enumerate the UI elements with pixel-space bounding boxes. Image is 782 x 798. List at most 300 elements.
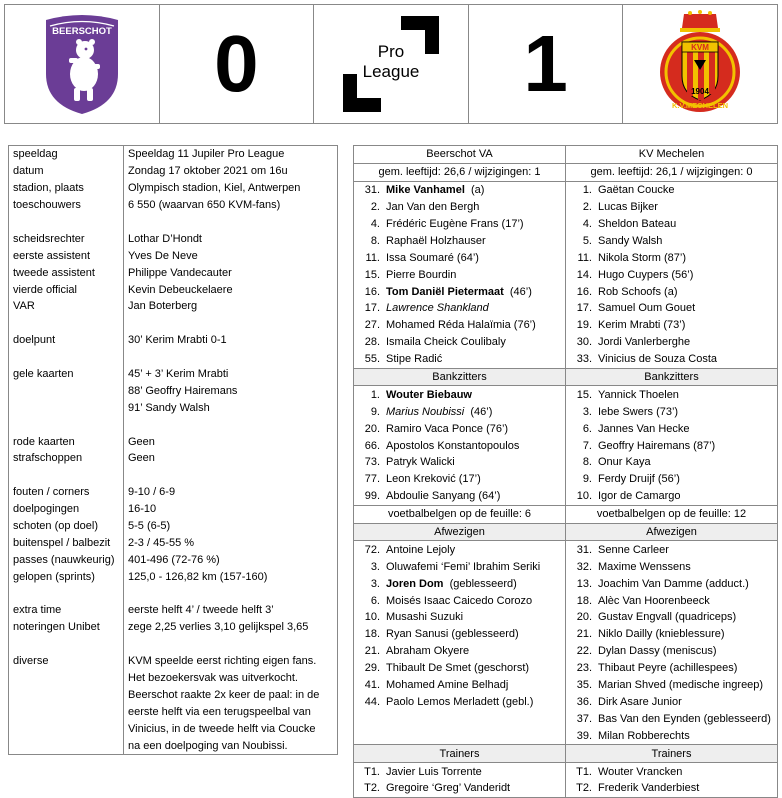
bench-header xyxy=(354,368,778,386)
info-row xyxy=(9,585,338,602)
foreign-balls-row xyxy=(354,505,778,523)
info-row xyxy=(9,433,338,450)
info-row xyxy=(9,619,338,636)
bench-row xyxy=(354,488,778,505)
shirt-number: 44. xyxy=(364,695,380,708)
player-name: Oluwafemi ‘Femi’ Ibrahim Seriki xyxy=(386,560,541,573)
shirt-number: 18. xyxy=(364,628,380,641)
player-name: Raphaël Holzhauser xyxy=(386,234,486,247)
shirt-number: 99. xyxy=(364,490,380,503)
info-row xyxy=(9,636,338,653)
player-note: (46’) xyxy=(503,285,532,298)
shirt-number: 32. xyxy=(576,560,592,573)
away-player xyxy=(566,403,778,420)
home-player xyxy=(354,181,566,198)
info-value: eerste helft 4’ / tweede helft 3’ xyxy=(128,604,274,617)
shirt-number: 20. xyxy=(576,611,592,624)
away-logo-top: KVM xyxy=(691,43,710,52)
info-label xyxy=(9,737,124,754)
player-name: Wouter Biebauw xyxy=(386,388,472,401)
player-name: Dirk Asare Junior xyxy=(598,695,682,708)
player-name: Ismaila Cheick Coulibaly xyxy=(386,336,506,349)
info-row xyxy=(9,703,338,720)
info-label: stadion, plaats xyxy=(9,180,124,197)
shirt-number: 6. xyxy=(582,422,592,435)
player-name: Milan Robberechts xyxy=(598,729,690,742)
info-label: gelopen (sprints) xyxy=(9,568,124,585)
player-name: Senne Carleer xyxy=(598,543,669,556)
player-name: Geoffry Hairemans (87’) xyxy=(598,439,716,452)
match-info-table xyxy=(8,145,338,755)
info-value: 401-496 (72-76 %) xyxy=(128,553,220,566)
lineups-table xyxy=(353,145,778,798)
player-name: Ryan Sanusi (geblesseerd) xyxy=(386,628,519,641)
info-label xyxy=(9,703,124,720)
shirt-number: 3. xyxy=(370,577,380,590)
info-value: na een doelpoging van Noubissi. xyxy=(128,739,288,752)
shirt-number: T1. xyxy=(576,765,592,778)
info-value xyxy=(124,315,338,332)
player-note: (a) xyxy=(464,184,485,197)
info-value: 30’ Kerim Mrabti 0-1 xyxy=(128,334,227,347)
info-row xyxy=(9,653,338,670)
shirt-number: 30. xyxy=(576,336,592,349)
player-note: (geblesseerd) xyxy=(443,577,517,590)
player-name: Marian Shved (medische ingreep) xyxy=(598,679,764,692)
shirt-number: 8. xyxy=(582,456,592,469)
shirt-number: 20. xyxy=(364,422,380,435)
shirt-number: 35. xyxy=(576,679,592,692)
away-player xyxy=(566,763,778,780)
player-name: Niklo Dailly (knieblessure) xyxy=(598,628,725,641)
info-value: 16-10 xyxy=(128,503,157,516)
player-name: Jannes Van Hecke xyxy=(598,422,690,435)
shirt-number: 15. xyxy=(576,388,592,401)
info-row xyxy=(9,501,338,518)
home-balls: voetbalbelgen op de feuille: 6 xyxy=(354,505,566,523)
away-team-name: KV Mechelen xyxy=(566,146,778,164)
away-player xyxy=(566,334,778,351)
info-row xyxy=(9,602,338,619)
shirt-number: 11. xyxy=(577,251,592,264)
absent-row xyxy=(354,694,778,711)
shirt-number: 15. xyxy=(364,268,380,281)
player-name: Frederik Vanderbiest xyxy=(598,782,700,795)
info-label: strafschoppen xyxy=(9,450,124,467)
shirt-number: 4. xyxy=(582,218,592,230)
player-name: Jan Van den Bergh xyxy=(386,201,480,214)
player-name: Sandy Walsh xyxy=(598,234,663,247)
away-player xyxy=(566,660,778,677)
info-label xyxy=(9,585,124,602)
home-player xyxy=(354,727,566,744)
home-score: 0 xyxy=(214,19,259,108)
shirt-number: 2. xyxy=(370,201,380,214)
shirt-number: 17. xyxy=(364,302,380,315)
kv-mechelen-logo-icon xyxy=(654,10,746,118)
team-age-row xyxy=(354,163,778,181)
bench-label: Bankzitters xyxy=(566,368,778,386)
away-balls: voetbalbelgen op de feuille: 12 xyxy=(566,505,778,523)
away-player xyxy=(566,266,778,283)
info-row xyxy=(9,416,338,433)
home-player xyxy=(354,660,566,677)
shirt-number: 10. xyxy=(364,611,380,624)
shirt-number: 73. xyxy=(364,456,380,469)
absent-row xyxy=(354,558,778,575)
info-row xyxy=(9,332,338,349)
away-player xyxy=(566,199,778,216)
info-label: passes (nauwkeurig) xyxy=(9,551,124,568)
player-name: Mohamed Amine Belhadj xyxy=(386,679,509,692)
info-value xyxy=(124,214,338,231)
away-player xyxy=(566,592,778,609)
shirt-number: 8. xyxy=(370,234,380,247)
info-label: vierde official xyxy=(9,281,124,298)
info-label: doelpogingen xyxy=(9,501,124,518)
info-row xyxy=(9,197,338,214)
info-row xyxy=(9,366,338,383)
player-name: Lucas Bijker xyxy=(598,201,658,214)
shirt-number: T2. xyxy=(364,782,380,795)
away-player xyxy=(566,727,778,744)
player-name: Igor de Camargo xyxy=(598,490,681,503)
starters-row xyxy=(354,216,778,233)
info-row xyxy=(9,518,338,535)
shirt-number: T2. xyxy=(576,782,592,795)
shirt-number: 6. xyxy=(370,594,380,607)
absent-row xyxy=(354,643,778,660)
shirt-number: 7. xyxy=(582,439,592,452)
away-age-changes: gem. leeftijd: 26,1 / wijzigingen: 0 xyxy=(566,163,778,181)
away-player xyxy=(566,216,778,233)
away-player xyxy=(566,283,778,300)
crown-icon xyxy=(680,10,720,32)
info-row xyxy=(9,382,338,399)
away-player xyxy=(566,317,778,334)
info-label: rode kaarten xyxy=(9,433,124,450)
absent-row xyxy=(354,609,778,626)
home-player xyxy=(354,694,566,711)
info-label xyxy=(9,670,124,687)
info-label xyxy=(9,315,124,332)
away-player xyxy=(566,471,778,488)
home-player xyxy=(354,420,566,437)
player-name: Vinicius de Souza Costa xyxy=(598,353,718,366)
info-value: Lothar D’Hondt xyxy=(128,232,202,245)
player-name: Tom Daniël Pietermaat xyxy=(386,285,504,298)
player-name: Joren Dom xyxy=(386,577,444,590)
shirt-number: 37. xyxy=(576,712,592,725)
info-row xyxy=(9,230,338,247)
trainers-row xyxy=(354,763,778,780)
away-player xyxy=(566,575,778,592)
league-logo-cell xyxy=(314,5,469,123)
player-name: Javier Luis Torrente xyxy=(386,765,482,778)
info-row xyxy=(9,670,338,687)
player-name: Apostolos Konstantopoulos xyxy=(386,439,520,452)
away-player xyxy=(566,677,778,694)
info-value: 2-3 / 45-55 % xyxy=(128,536,195,549)
info-value: 125,0 - 126,82 km (157-160) xyxy=(128,570,268,583)
away-logo-year: 1904 xyxy=(691,87,710,96)
home-player xyxy=(354,643,566,660)
info-value: eerste helft via een terugspeelbal van xyxy=(128,705,311,718)
info-row xyxy=(9,146,338,163)
away-player xyxy=(566,181,778,198)
absent-row xyxy=(354,677,778,694)
absent-label: Afwezigen xyxy=(566,523,778,541)
player-name: Lawrence Shankland xyxy=(386,302,489,315)
home-player xyxy=(354,249,566,266)
info-row xyxy=(9,450,338,467)
absent-row xyxy=(354,660,778,677)
info-value: Speeldag 11 Jupiler Pro League xyxy=(128,148,285,161)
player-name: Thibaut Peyre (achillespees) xyxy=(598,662,738,675)
info-label: schoten (op doel) xyxy=(9,518,124,535)
shirt-number: 1. xyxy=(582,184,592,197)
away-player xyxy=(566,386,778,403)
info-value: Zondag 17 oktober 2021 om 16u xyxy=(128,165,288,178)
shirt-number: 23. xyxy=(576,662,592,675)
info-row xyxy=(9,281,338,298)
player-name: Iebe Swers (73’) xyxy=(598,405,679,418)
player-name: Marius Noubissi xyxy=(386,405,465,418)
player-name: Gregoire ‘Greg’ Vanderidt xyxy=(386,782,511,795)
shirt-number: 41. xyxy=(364,679,380,692)
player-name: Kerim Mrabti (73’) xyxy=(598,319,686,332)
info-value xyxy=(124,636,338,653)
away-player xyxy=(566,488,778,505)
absent-row xyxy=(354,592,778,609)
player-name: Mike Vanhamel xyxy=(386,184,465,197)
info-label: scheidsrechter xyxy=(9,230,124,247)
home-player xyxy=(354,575,566,592)
home-player xyxy=(354,283,566,300)
player-name: Alèc Van Hoorenbeeck xyxy=(598,594,710,607)
info-label: gele kaarten xyxy=(9,366,124,383)
player-name: Mohamed Réda Halaïmia (76’) xyxy=(386,319,536,332)
match-header xyxy=(4,4,778,124)
info-value: 88’ Geoffry Hairemans xyxy=(128,384,238,397)
player-name: Ferdy Druijf (56’) xyxy=(598,473,680,486)
info-label xyxy=(9,416,124,433)
league-logo-line2: League xyxy=(362,62,420,81)
absent-row xyxy=(354,575,778,592)
info-row xyxy=(9,264,338,281)
info-value: Olympisch stadion, Kiel, Antwerpen xyxy=(128,182,301,195)
info-value: Geen xyxy=(128,452,155,465)
home-player xyxy=(354,609,566,626)
shirt-number: 3. xyxy=(582,405,592,418)
shirt-number: 39. xyxy=(576,729,592,742)
info-label: doelpunt xyxy=(9,332,124,349)
info-label xyxy=(9,382,124,399)
shirt-number: 77. xyxy=(364,473,380,486)
info-value xyxy=(124,467,338,484)
bench-row xyxy=(354,403,778,420)
shirt-number: 29. xyxy=(364,662,380,675)
player-name: Sheldon Bateau xyxy=(598,218,677,230)
home-player xyxy=(354,541,566,558)
away-player xyxy=(566,643,778,660)
info-label: toeschouwers xyxy=(9,197,124,214)
home-player xyxy=(354,266,566,283)
starters-row xyxy=(354,266,778,283)
info-label: datum xyxy=(9,163,124,180)
shirt-number: 72. xyxy=(364,543,380,556)
home-player xyxy=(354,763,566,780)
info-value: 6 550 (waarvan 650 KVM-fans) xyxy=(128,199,281,212)
info-value: 5-5 (6-5) xyxy=(128,520,171,533)
home-player xyxy=(354,334,566,351)
home-player xyxy=(354,780,566,797)
home-player xyxy=(354,626,566,643)
home-player xyxy=(354,386,566,403)
team-names-row xyxy=(354,146,778,164)
trainers-label: Trainers xyxy=(566,745,778,763)
info-value: 45’ + 3’ Kerim Mrabti xyxy=(128,368,229,381)
info-value: Yves De Neve xyxy=(128,249,198,262)
info-label xyxy=(9,399,124,416)
home-player xyxy=(354,592,566,609)
info-value: Geen xyxy=(128,435,155,448)
player-note: (46’) xyxy=(464,405,493,418)
info-row xyxy=(9,247,338,264)
away-player xyxy=(566,249,778,266)
player-name: Patryk Walicki xyxy=(386,456,455,469)
info-value: Jan Boterberg xyxy=(128,300,198,313)
starters-row xyxy=(354,317,778,334)
away-score-cell xyxy=(469,5,624,123)
absent-row xyxy=(354,541,778,558)
shirt-number: 21. xyxy=(576,628,592,641)
info-row xyxy=(9,349,338,366)
bench-row xyxy=(354,386,778,403)
starters-row xyxy=(354,300,778,317)
player-name: Moisés Isaac Caicedo Corozo xyxy=(386,594,533,607)
home-age-changes: gem. leeftijd: 26,6 / wijzigingen: 1 xyxy=(354,163,566,181)
info-value: Het bezoekersvak was uitverkocht. xyxy=(128,672,298,685)
player-name: Hugo Cuypers (56’) xyxy=(598,268,694,281)
away-player xyxy=(566,694,778,711)
player-name: Thibault De Smet (geschorst) xyxy=(386,662,530,675)
shirt-number: 16. xyxy=(576,285,592,298)
info-label xyxy=(9,349,124,366)
away-player xyxy=(566,232,778,249)
info-row xyxy=(9,687,338,704)
bench-row xyxy=(354,420,778,437)
info-label: noteringen Unibet xyxy=(9,619,124,636)
info-label: VAR xyxy=(9,298,124,315)
player-name: Abdoulie Sanyang (64’) xyxy=(386,490,501,503)
player-name: Maxime Wenssens xyxy=(598,560,691,573)
away-player xyxy=(566,437,778,454)
player-name: Musashi Suzuki xyxy=(386,611,464,624)
starters-row xyxy=(354,199,778,216)
trainers-label: Trainers xyxy=(354,745,566,763)
shirt-number: 3. xyxy=(370,560,380,573)
away-player xyxy=(566,420,778,437)
absent-row xyxy=(354,710,778,727)
info-row xyxy=(9,484,338,501)
home-player xyxy=(354,454,566,471)
home-logo-text: BEERSCHOT xyxy=(51,26,112,37)
shirt-number: 1. xyxy=(370,388,380,401)
home-player xyxy=(354,710,566,727)
shirt-number: 27. xyxy=(364,319,380,332)
shirt-number: 5. xyxy=(582,234,592,247)
info-row xyxy=(9,214,338,231)
home-player xyxy=(354,300,566,317)
info-row xyxy=(9,180,338,197)
starters-row xyxy=(354,351,778,368)
shirt-number: 31. xyxy=(364,184,380,197)
info-label xyxy=(9,467,124,484)
bench-row xyxy=(354,437,778,454)
player-name: Leon Kreković (17’) xyxy=(386,473,481,486)
player-name: Dylan Dassy (meniscus) xyxy=(598,645,717,658)
home-player xyxy=(354,351,566,368)
shirt-number: 16. xyxy=(364,285,380,298)
home-logo-cell xyxy=(5,5,160,123)
shirt-number: 9. xyxy=(370,405,380,418)
away-player xyxy=(566,300,778,317)
info-label xyxy=(9,214,124,231)
player-name: Nikola Storm (87’) xyxy=(598,251,687,264)
shirt-number: 19. xyxy=(576,319,592,332)
info-row xyxy=(9,720,338,737)
player-name: Paolo Lemos Merladett (gebl.) xyxy=(386,695,534,708)
info-label: tweede assistent xyxy=(9,264,124,281)
away-player xyxy=(566,558,778,575)
home-player xyxy=(354,199,566,216)
away-score: 1 xyxy=(523,19,568,108)
home-player xyxy=(354,232,566,249)
shirt-number: 18. xyxy=(576,594,592,607)
info-row xyxy=(9,298,338,315)
info-label xyxy=(9,687,124,704)
shirt-number: 36. xyxy=(576,695,592,708)
player-name: Bas Van den Eynden (geblesseerd) xyxy=(598,712,771,725)
info-value xyxy=(124,416,338,433)
info-label: buitenspel / balbezit xyxy=(9,534,124,551)
away-player xyxy=(566,541,778,558)
away-player xyxy=(566,710,778,727)
info-value xyxy=(124,585,338,602)
shirt-number: 10. xyxy=(576,490,592,503)
shirt-number: 66. xyxy=(364,439,380,452)
info-row xyxy=(9,568,338,585)
away-player xyxy=(566,780,778,797)
home-player xyxy=(354,437,566,454)
info-row xyxy=(9,467,338,484)
player-name: Wouter Vrancken xyxy=(598,765,683,778)
absent-row xyxy=(354,626,778,643)
away-player xyxy=(566,609,778,626)
player-name: Rob Schoofs (a) xyxy=(598,285,678,298)
info-label: speeldag xyxy=(9,146,124,163)
info-value xyxy=(124,349,338,366)
shirt-number: 55. xyxy=(364,353,380,366)
bench-label: Bankzitters xyxy=(354,368,566,386)
pro-league-logo-icon xyxy=(339,12,443,116)
player-name: Frédéric Eugène Frans (17’) xyxy=(386,218,524,230)
bench-row xyxy=(354,454,778,471)
starters-row xyxy=(354,334,778,351)
info-label: extra time xyxy=(9,602,124,619)
home-player xyxy=(354,317,566,334)
